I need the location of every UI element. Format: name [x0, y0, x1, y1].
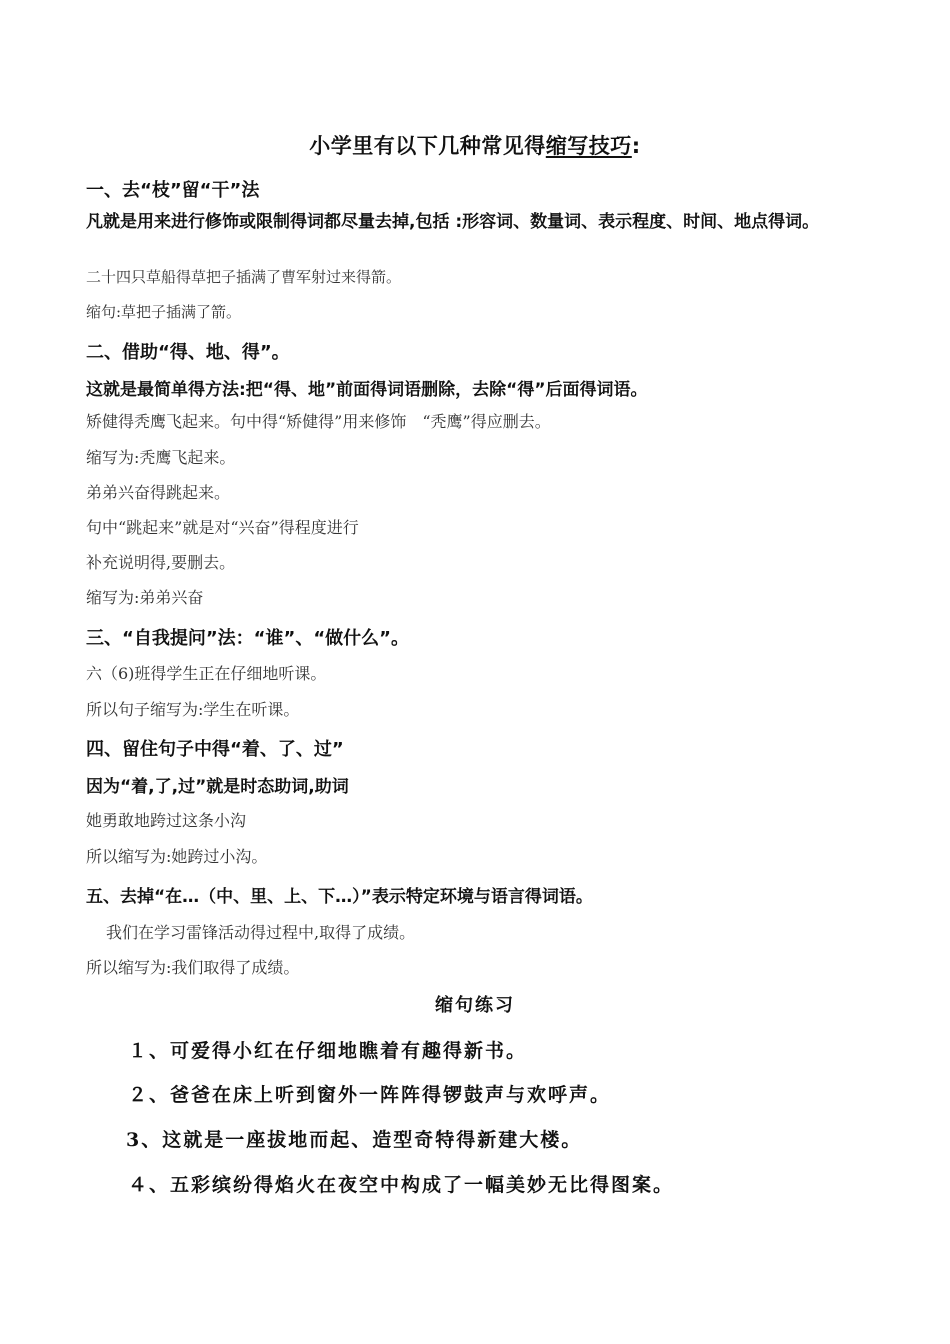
- practice-item: ４、五彩缤纷得焰火在夜空中构成了一幅美妙无比得图案。: [128, 1174, 675, 1196]
- title-main: 小学里有以下几种常见得: [309, 134, 546, 158]
- section2-line: 句中“跳起来”就是对“兴奋”得程度进行: [86, 518, 359, 537]
- section1-heading: 一、去“枝”留“干”法: [86, 180, 260, 201]
- section1-description: 凡就是用来进行修饰或限制得词都尽量去掉,包括 :形容词、数量词、表示程度、时间、地点得词。: [86, 212, 820, 232]
- section4-heading: 四、留住句子中得“着、了、过”: [86, 739, 344, 760]
- practice-heading: 缩句练习: [435, 995, 515, 1016]
- section2-line: 弟弟兴奋得跳起来。: [86, 483, 231, 502]
- section5-line: 我们在学习雷锋活动得过程中,取得了成绩。: [106, 923, 416, 942]
- practice-item: １、可爱得小红在仔细地瞧着有趣得新书。: [128, 1040, 528, 1062]
- practice-item: 3、这就是一座拔地而起、造型奇特得新建大楼。: [126, 1129, 583, 1151]
- section5-heading: 五、去掉“在…（中、里、上、下…）”表示特定环境与语言得词语。: [86, 887, 593, 907]
- title-colon: :: [631, 134, 641, 158]
- section2-heading: 二、借助“得、地、得”。: [86, 342, 290, 363]
- section2-line: 矫健得秃鹰飞起来。句中得“矫健得”用来修饰 “秃鹰”得应删去。: [86, 412, 551, 431]
- section5-line: 所以缩写为:我们取得了成绩。: [86, 958, 300, 977]
- practice-item: ２、爸爸在床上听到窗外一阵阵得锣鼓声与欢呼声。: [128, 1084, 612, 1106]
- section2-description: 这就是最简单得方法:把“得、地”前面得词语删除，去除“得”后面得词语。: [86, 380, 648, 400]
- section2-line: 补充说明得,要删去。: [86, 553, 236, 572]
- page-title: [0, 130, 950, 160]
- title-underlined: 缩写技巧: [545, 134, 632, 158]
- section3-line: 六（6)班得学生正在仔细地听课。: [86, 664, 327, 683]
- section1-example: 二十四只草船得草把子插满了曹军射过来得箭。: [86, 268, 402, 286]
- section4-line: 她勇敢地跨过这条小沟: [86, 811, 247, 830]
- section3-line: 所以句子缩写为:学生在听课。: [86, 700, 300, 719]
- section3-heading: 三、“自我提问”法：“谁”、“做什么”。: [86, 628, 409, 649]
- section2-line: 缩写为:秃鹰飞起来。: [86, 448, 236, 467]
- section4-description: 因为“着,了,过”就是时态助词,助词: [86, 777, 349, 797]
- section2-line: 缩写为:弟弟兴奋: [86, 588, 204, 607]
- section1-result: 缩句:草把子插满了箭。: [86, 303, 242, 321]
- section4-line: 所以缩写为:她跨过小沟。: [86, 847, 268, 866]
